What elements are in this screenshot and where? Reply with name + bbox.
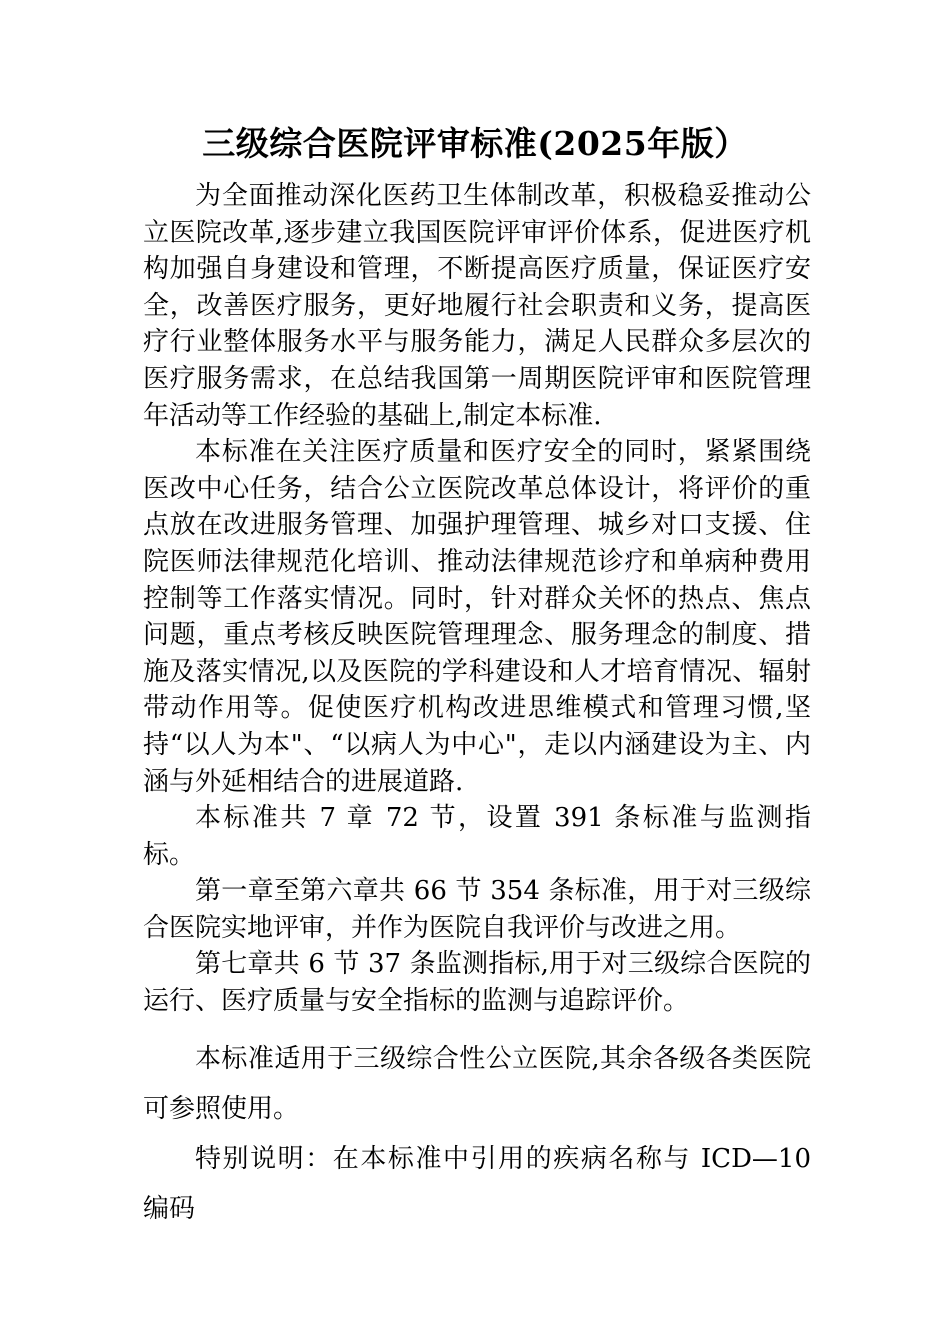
paragraph-chapter-7: 第七章共 6 节 37 条监测指标,用于对三级综合医院的运行、医疗质量与安全指标的监测与追踪评价。 bbox=[143, 949, 811, 1017]
document-body bbox=[143, 178, 811, 1234]
paragraph-scope: 本标准适用于三级综合性公立医院,其余各级各类医院可参照使用。 bbox=[143, 1043, 811, 1124]
paragraph-structure: 本标准共 7 章 72 节，设置 391 条标准与监测指标。 bbox=[143, 803, 811, 870]
paragraph-focus: 本标准在关注医疗质量和医疗安全的同时，紧紧围绕医改中心任务，结合公立医院改革总体设计，将评价的重点放在改进服务管理、加强护理管理、城乡对口支援、住院医师法律规范化培训、推动法律规范诊疗和单病种费用控制等工作落实情况。同时，针对群众关怀的热点、焦点问题，重点考核反映医院管理理念、服务理念的制度、措施及落实情况,以及医院的学科建设和人才培育情况、辐射带动作用等。促使医疗机构改进思维模式和管理习惯,坚持“以人为本"、“以病人为中心"，走以内涵建设为主、内涵与外延相结合的进展道路. bbox=[143, 437, 811, 797]
document-title: 三级综合医院评审标准(2025年版） bbox=[202, 124, 748, 163]
paragraph-special-note: 特别说明：在本标准中引用的疾病名称与 ICD—10 编码 bbox=[143, 1143, 811, 1224]
paragraph-chapters-1-6: 第一章至第六章共 66 节 354 条标准，用于对三级综合医院实地评审，并作为医院自我评价与改进之用。 bbox=[143, 876, 811, 943]
paragraph-intro: 为全面推动深化医药卫生体制改革，积极稳妥推动公立医院改革,逐步建立我国医院评审评价体系，促进医疗机构加强自身建设和管理，不断提高医疗质量，保证医疗安全，改善医疗服务，更好地履行社会职责和义务，提高医疗行业整体服务水平与服务能力，满足人民群众多层次的医疗服务需求，在总结我国第一周期医院评审和医院管理年活动等工作经验的基础上,制定本标准. bbox=[143, 181, 811, 431]
